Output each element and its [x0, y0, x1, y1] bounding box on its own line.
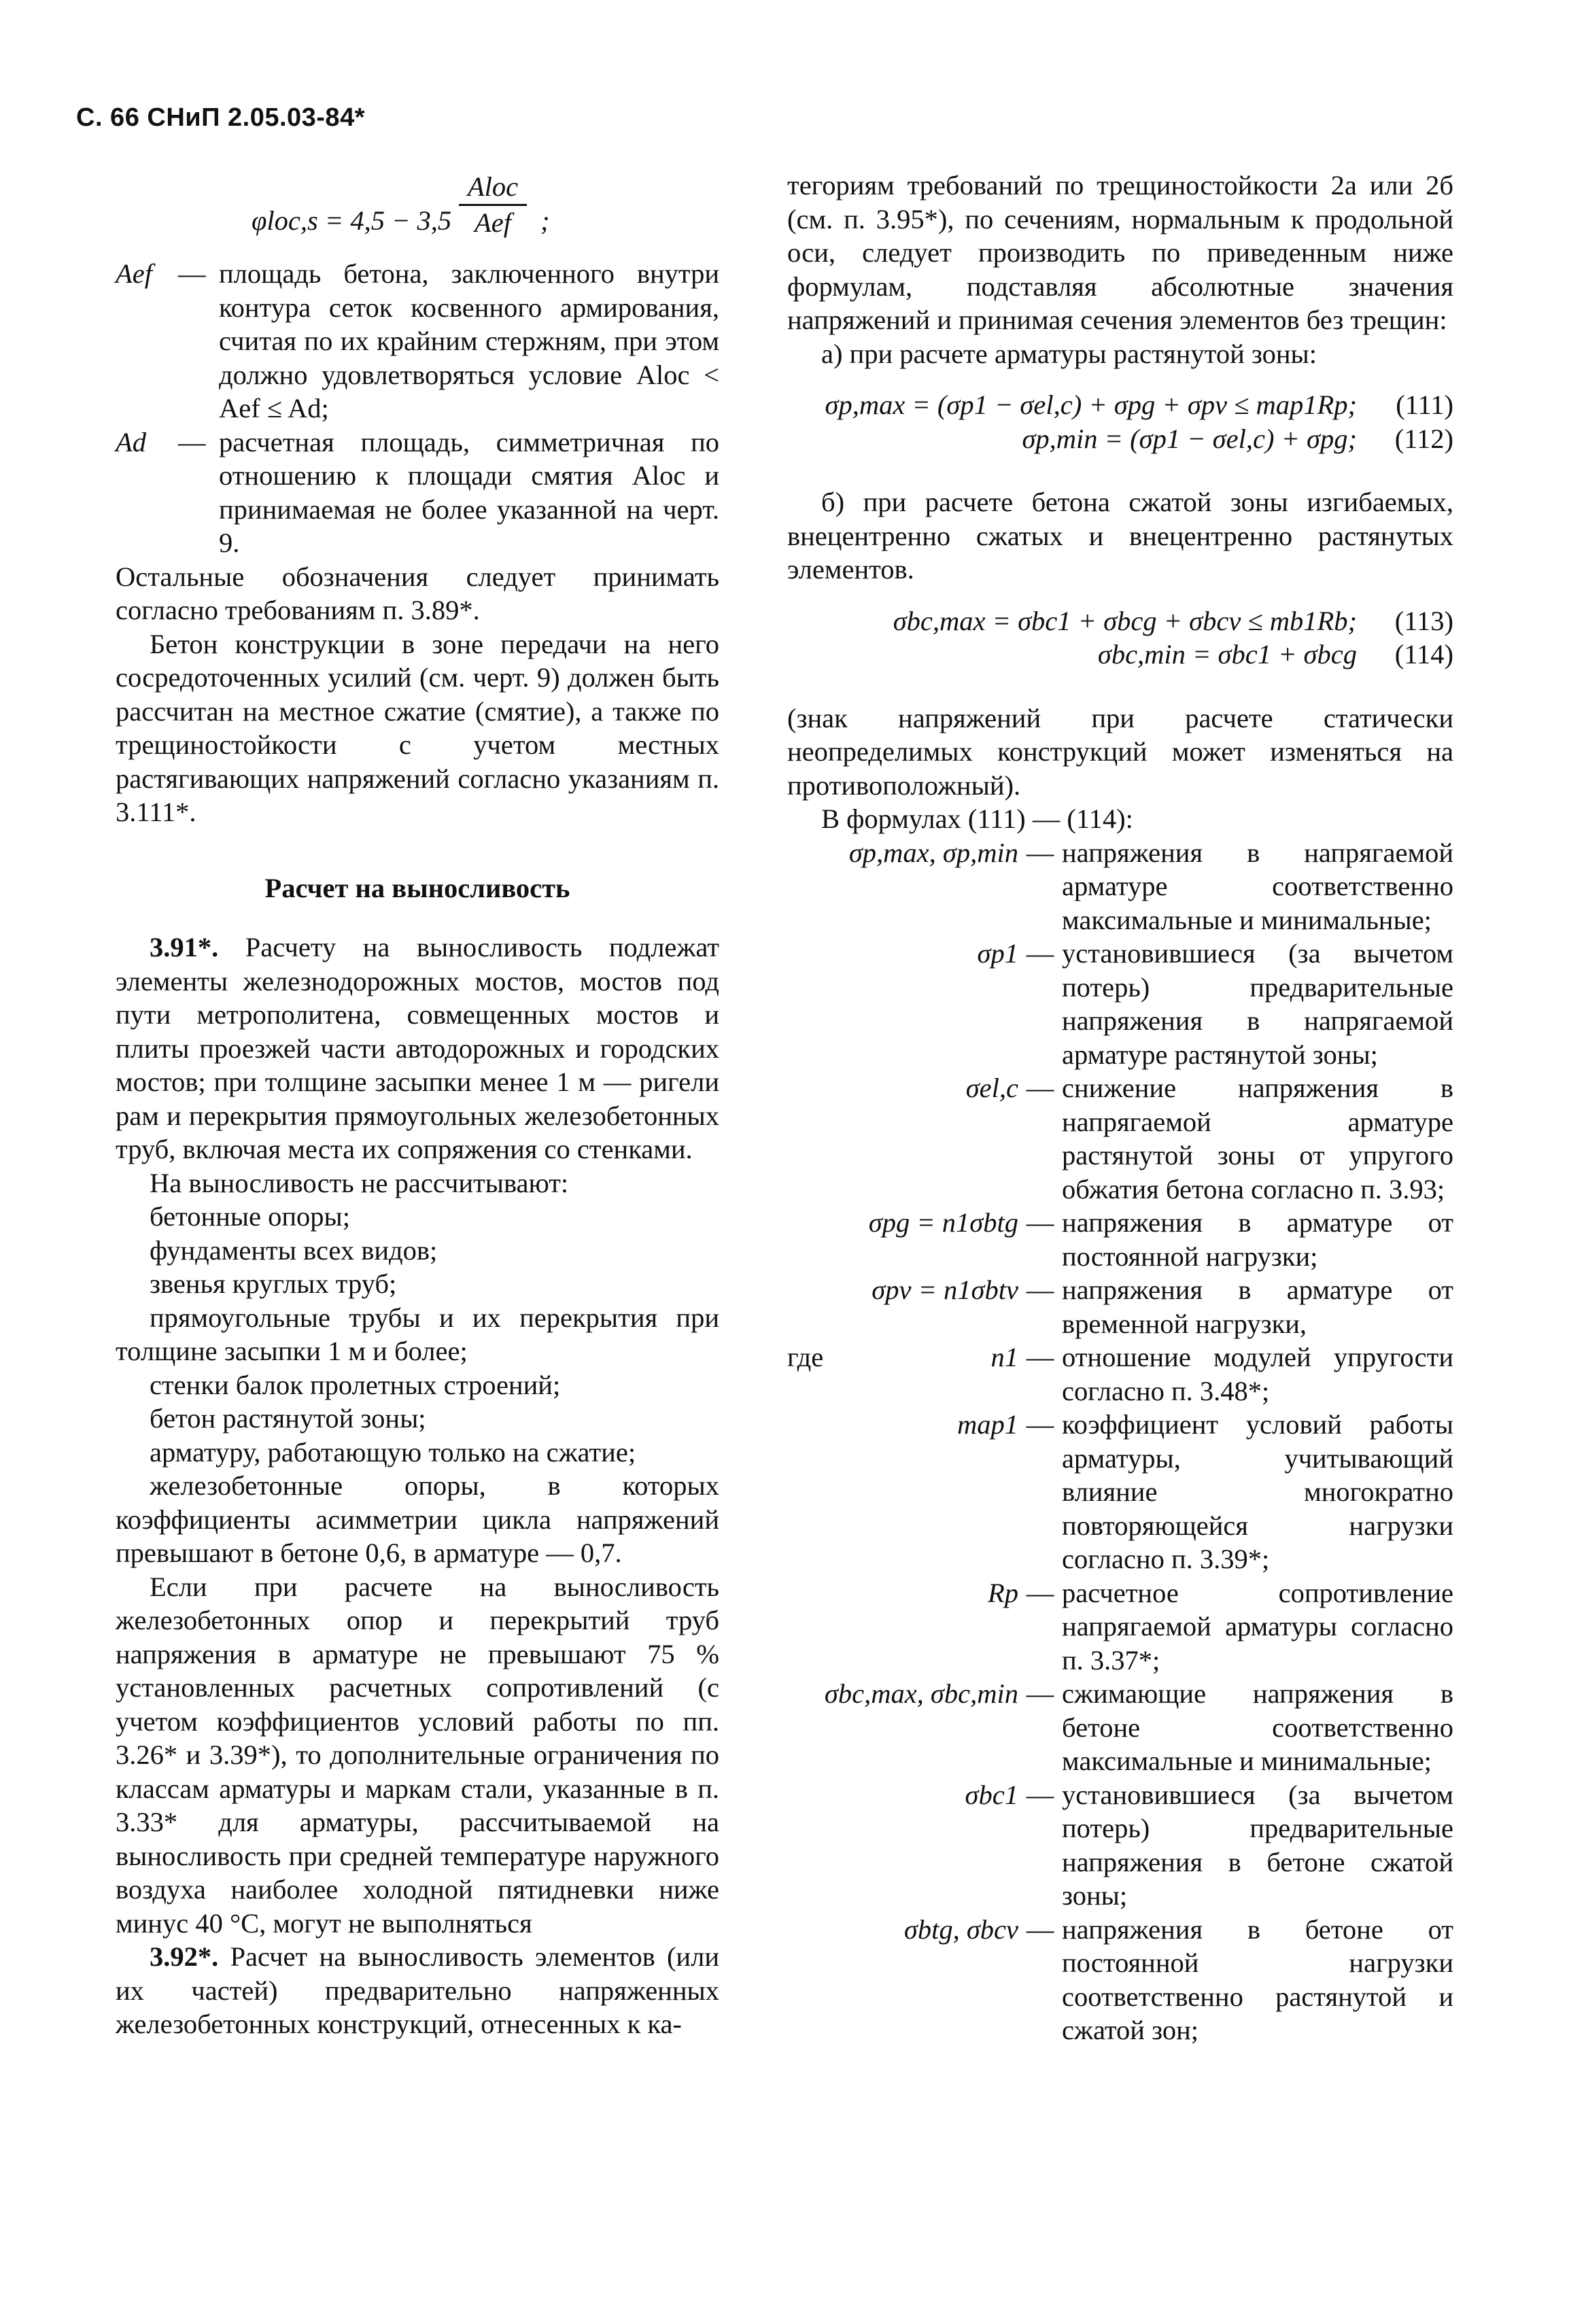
definition-symbol: Ad — [116, 426, 146, 457]
equation-114 — [787, 638, 1453, 672]
formula-denominator: Aef — [475, 207, 511, 238]
paragraph-3-92 — [116, 1940, 719, 2041]
definition-aef: Aef — площадь бетона, заключенного внутри контура сеток косвенного армирования, считая по их крайним стержням, при этом должно удовлетворяться условие Aloc < Aef ≤ Ad; — [116, 257, 719, 426]
paragraph-local-compression: Бетон конструкции в зоне передачи на него сосредоточенных усилий (см. черт. 9) должен быть рассчитан на местное сжатие (смятие), а также по трещиностойкости с учетом местных растягивающих напряжений согласно указаниям п. 3.111*. — [116, 628, 719, 827]
section-heading: Расчет на выносливость — [264, 872, 570, 903]
left-column — [116, 169, 719, 2041]
definition-sigma-btg-bcv: σbtg, σbcv — напряжения в бетоне от постоянной нагрузки соответственно растянутой и сжатой зон; — [787, 1913, 1453, 2047]
equation-body: σbc,max = σbc1 + σbcg + σbcv ≤ mb1Rb; — [893, 605, 1357, 636]
formula-end: ; — [540, 205, 550, 236]
definition-symbol: Rp — [988, 1577, 1018, 1608]
definition-symbol: σel,c — [965, 1073, 1018, 1103]
item-a-label: а) при расчете арматуры растянутой зоны: — [821, 338, 1317, 369]
clause-text: Расчет на выносливость элементов (или их частей) предварительно напряженных железобетонных конструкций, отнесенных к ка- — [116, 1941, 719, 2039]
clause-number: 3.91*. — [150, 932, 219, 962]
definition-ad: Ad — расчетная площадь, симметричная по отношению к площади смятия Aloc и принимаемая не более указанной на черт. 9. — [116, 426, 719, 560]
equation-number: (112) — [1394, 423, 1453, 454]
definition-text: площадь бетона, заключенного внутри контура сеток косвенного армирования, считая по их крайним стержням, при этом должно удовлетворяться условие Aloc < Aef ≤ Ad; — [219, 258, 719, 423]
page-header: С. 66 СНиП 2.05.03-84* — [76, 103, 365, 132]
definition-n1: где n1 — отношение модулей упругости согласно п. 3.48*; — [787, 1340, 1453, 1408]
definition-text: сжимающие напряжения в бетоне соответственно максимальные и минимальные; — [1062, 1678, 1453, 1776]
equation-body: σp,min = (σp1 − σel,c) + σpg; — [1022, 423, 1357, 454]
paragraph-sign-note: (знак напряжений при расчете статически неопределимых конструкций может изменяться на противоположный). — [787, 702, 1453, 801]
paragraph-reinforcement-limits: Если при расчете на выносливость железобетонных опор и перекрытий труб напряжения в арматуре не превышают 75 % установленных расчетных сопротивлений (с учетом коэффициентов условий работы по пп. 3.26* и 3.39*), то дополнительные ограничения по классам арматуры и маркам стали, указанные в п. 3.33* для арматуры, рассчитываемой на выносливость при средней температуре наружного воздуха наиболее холодной пятидневки ниже минус 40 °С, могут не выполняться — [116, 1571, 719, 1939]
formula-phi-expression: φloc,s = 4,5 − 3,5 — [252, 205, 452, 236]
definition-text: напряжения в бетоне от постоянной нагрузки соответственно растянутой и сжатой зон; — [1062, 1913, 1453, 2045]
list-item: бетон растянутой зоны; — [150, 1403, 426, 1434]
definition-map1: map1 — коэффициент условий работы арматуры, учитывающий влияние многократно повторяющейся нагрузки согласно п. 3.39*; — [787, 1408, 1453, 1576]
equation-number: (111) — [1396, 389, 1453, 420]
item-b-label: б) при расчете бетона сжатой зоны изгибаемых, внецентренно сжатых и внецентренно растянутых элементов. — [787, 487, 1453, 585]
equation-body: σbc,min = σbc1 + σbcg — [1097, 639, 1357, 670]
list-item: арматуру, работающую только на сжатие; — [150, 1436, 636, 1468]
definition-symbol: σpv = n1σbtv — [872, 1274, 1018, 1305]
equation-112 — [787, 422, 1453, 456]
definition-text: напряжения в напрягаемой арматуре соответственно максимальные и минимальные; — [1062, 837, 1453, 935]
paragraph-continuation: тегориям требований по трещиностойкости 2а или 2б (см. п. 3.95*), по сечениям, нормальным к продольной оси, следует производить по приведенным ниже формулам, подставляя абсолютные значения напряжений и принимая сечения элементов без трещин: — [787, 170, 1453, 335]
definition-text: установившиеся (за вычетом потерь) предварительные напряжения в бетоне сжатой зоны; — [1062, 1779, 1453, 1911]
list-item: звенья круглых труб; — [150, 1268, 397, 1299]
equation-111 — [787, 388, 1453, 422]
equation-number: (114) — [1394, 639, 1453, 670]
equation-number: (113) — [1394, 605, 1453, 636]
definition-sigma-bc1: σbc1 — установившиеся (за вычетом потерь) предварительные напряжения в бетоне сжатой зоны; — [787, 1778, 1453, 1913]
definition-rp: Rp — расчетное сопротивление напрягаемой арматуры согласно п. 3.37*; — [787, 1576, 1453, 1678]
paragraph-in-formulas: В формулах (111) — (114): — [821, 803, 1133, 834]
list-item: стенки балок пролетных строений; — [150, 1369, 561, 1400]
definition-text: расчетное сопротивление напрягаемой арматуры согласно п. 3.37*; — [1062, 1577, 1453, 1676]
definition-symbol: σpg = n1σbtg — [868, 1207, 1018, 1238]
definition-symbol: Aef — [116, 258, 152, 289]
equation-113 — [787, 604, 1453, 638]
definition-sigma-p1: σp1 — установившиеся (за вычетом потерь) предварительные напряжения в напрягаемой арматуре растянутой зоны; — [787, 937, 1453, 1071]
formula-phi-loc — [116, 169, 719, 257]
definition-sigma-pg: σpg = n1σbtg — напряжения в арматуре от постоянной нагрузки; — [787, 1206, 1453, 1273]
formula-fraction — [459, 170, 527, 239]
list-item: фундаменты всех видов; — [150, 1234, 438, 1266]
definition-sigma-pv: σpv = n1σbtv — напряжения в арматуре от временной нагрузки, — [787, 1273, 1453, 1340]
definition-text: снижение напряжения в напрягаемой арматуре растянутой зоны от упругого обжатия бетона согласно п. 3.93; — [1062, 1073, 1453, 1204]
definition-text: напряжения в арматуре от временной нагрузки, — [1062, 1274, 1453, 1339]
definition-symbol: σbc1 — [965, 1779, 1018, 1810]
right-column — [787, 169, 1453, 2047]
paragraph-other-notations: Остальные обозначения следует принимать согласно требованиям п. 3.89*. — [116, 561, 719, 625]
paragraph-not-calculated: На выносливость не рассчитывают: — [150, 1167, 569, 1198]
list-item: железобетонные опоры, в которых коэффициенты асимметрии цикла напряжений превышают в бетоне 0,6, в арматуре — 0,7. — [116, 1470, 719, 1568]
definition-sigma-bc-max-min: σbc,max, σbc,min — сжимающие напряжения в бетоне соответственно максимальные и минимальные; — [787, 1677, 1453, 1778]
definition-symbol: σbtg, σbcv — [903, 1913, 1018, 1945]
definition-symbol: σp,max, σp,min — [848, 837, 1018, 868]
where-label: где — [787, 1342, 824, 1372]
definition-text: напряжения в арматуре от постоянной нагрузки; — [1062, 1207, 1453, 1272]
clause-number: 3.92*. — [150, 1941, 219, 1972]
definition-text: отношение модулей упругости согласно п. 3.48*; — [1062, 1342, 1453, 1406]
equation-body: σp,max = (σp1 − σel,c) + σpg + σpv ≤ map1Rp; — [825, 389, 1357, 420]
definition-sigma-el-c: σel,c — снижение напряжения в напрягаемой арматуре растянутой зоны от упругого обжатия бетона согласно п. 3.93; — [787, 1071, 1453, 1206]
definition-text: установившиеся (за вычетом потерь) предварительные напряжения в напрягаемой арматуре растянутой зоны; — [1062, 938, 1453, 1070]
definition-text: расчетная площадь, симметричная по отношению к площади смятия Aloc и принимаемая не более указанной на черт. 9. — [219, 426, 719, 558]
definition-symbol: σbc,max, σbc,min — [824, 1678, 1018, 1709]
definition-symbol: n1 — [990, 1342, 1018, 1372]
definition-symbol: map1 — [957, 1409, 1018, 1440]
clause-text: Расчету на выносливость подлежат элементы железнодорожных мостов, мостов под пути метрополитена, совмещенных мостов и плиты проезжей части автодорожных и городских мостов; при толщине засыпки менее 1 м — ригели рам и перекрытия прямоугольных железобетонных труб, включая места их сопряжения со стенками. — [116, 932, 719, 1164]
list-item: бетонные опоры; — [150, 1201, 351, 1232]
formula-numerator: Aloc — [459, 170, 527, 206]
paragraph-3-91 — [116, 931, 719, 1166]
list-item: прямоугольные трубы и их перекрытия при толщине засыпки 1 м и более; — [116, 1302, 719, 1366]
definition-sigma-p-max-min: σp,max, σp,min — напряжения в напрягаемой арматуре соответственно максимальные и минимальные; — [787, 836, 1453, 937]
definition-symbol: σp1 — [977, 938, 1018, 969]
definition-text: коэффициент условий работы арматуры, учитывающий влияние многократно повторяющейся нагрузки согласно п. 3.39*; — [1062, 1409, 1453, 1574]
